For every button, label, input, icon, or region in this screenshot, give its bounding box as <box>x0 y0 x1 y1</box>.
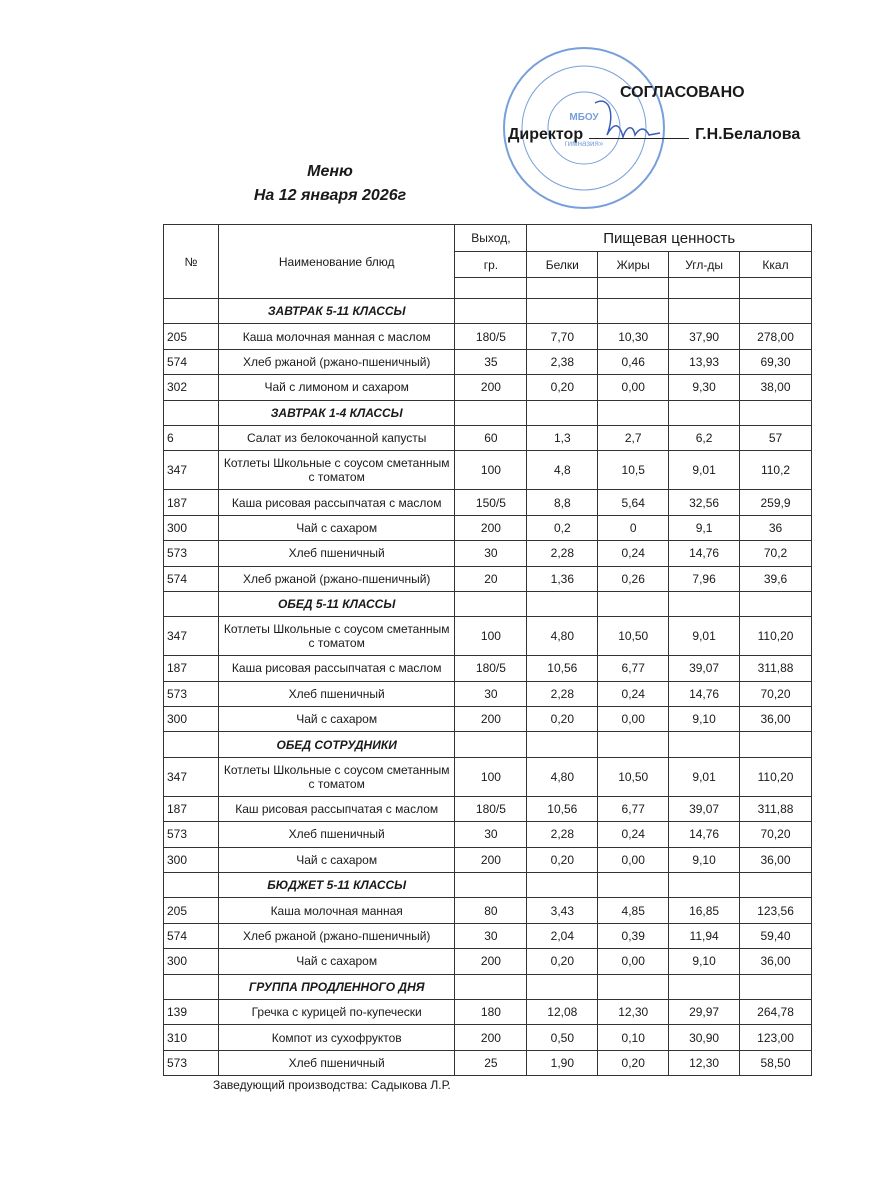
header-nutrition: Пищевая ценность <box>527 225 812 252</box>
cell-yield: 100 <box>455 757 527 796</box>
cell-num: 187 <box>164 490 219 515</box>
cell-num: 574 <box>164 923 219 948</box>
cell-kcal: 58,50 <box>740 1050 812 1075</box>
cell-name: Котлеты Школьные с соусом сметанным с томатом <box>218 451 455 490</box>
table-row <box>164 681 812 706</box>
table-row <box>164 822 812 847</box>
cell-yield: 35 <box>455 349 527 374</box>
cell-protein: 4,80 <box>527 617 598 656</box>
cell-yield: 200 <box>455 515 527 540</box>
cell-carbs: 14,76 <box>669 681 740 706</box>
cell-yield: 200 <box>455 375 527 400</box>
header-yield-unit: гр. <box>455 252 527 278</box>
cell-yield: 30 <box>455 822 527 847</box>
section-row <box>164 873 812 898</box>
table-row <box>164 324 812 349</box>
cell-num: 187 <box>164 796 219 821</box>
cell-kcal: 311,88 <box>740 796 812 821</box>
header-kcal: Ккал <box>740 252 812 278</box>
section-row <box>164 974 812 999</box>
cell-name: Котлеты Школьные с соусом сметанным с томатом <box>218 757 455 796</box>
cell-carbs: 6,2 <box>669 425 740 450</box>
cell-fat: 0 <box>598 515 669 540</box>
cell-protein: 2,28 <box>527 681 598 706</box>
cell-yield: 180/5 <box>455 656 527 681</box>
cell-name: Компот из сухофруктов <box>218 1025 455 1050</box>
cell-carbs: 9,1 <box>669 515 740 540</box>
table-row <box>164 656 812 681</box>
table-row <box>164 515 812 540</box>
cell-name: Чай с лимоном и сахаром <box>218 375 455 400</box>
table-row <box>164 349 812 374</box>
cell-kcal: 278,00 <box>740 324 812 349</box>
section-title: ГРУППА ПРОДЛЕННОГО ДНЯ <box>218 974 455 999</box>
cell-protein: 10,56 <box>527 656 598 681</box>
section-title: ОБЕД 5-11 КЛАССЫ <box>218 591 455 616</box>
cell-fat: 0,00 <box>598 949 669 974</box>
cell-num: 6 <box>164 425 219 450</box>
cell-fat: 0,00 <box>598 847 669 872</box>
cell-num: 347 <box>164 617 219 656</box>
cell-name: Хлеб пшеничный <box>218 1050 455 1075</box>
cell-num: 573 <box>164 541 219 566</box>
table-row <box>164 451 812 490</box>
cell-fat: 2,7 <box>598 425 669 450</box>
cell-name: Каша молочная манная с маслом <box>218 324 455 349</box>
cell-kcal: 38,00 <box>740 375 812 400</box>
cell-yield: 30 <box>455 681 527 706</box>
cell-protein: 2,38 <box>527 349 598 374</box>
cell-kcal: 69,30 <box>740 349 812 374</box>
svg-text:гимназия»: гимназия» <box>564 139 604 148</box>
table-row <box>164 949 812 974</box>
cell-carbs: 29,97 <box>669 999 740 1024</box>
cell-name: Хлеб ржаной (ржано-пшеничный) <box>218 923 455 948</box>
cell-num: 205 <box>164 898 219 923</box>
cell-name: Чай с сахаром <box>218 515 455 540</box>
cell-num: 205 <box>164 324 219 349</box>
cell-protein: 0,20 <box>527 375 598 400</box>
cell-fat: 6,77 <box>598 656 669 681</box>
table-row <box>164 707 812 732</box>
cell-carbs: 16,85 <box>669 898 740 923</box>
cell-fat: 0,24 <box>598 822 669 847</box>
cell-num: 574 <box>164 349 219 374</box>
section-row <box>164 299 812 324</box>
cell-protein: 8,8 <box>527 490 598 515</box>
cell-kcal: 110,2 <box>740 451 812 490</box>
section-title: ЗАВТРАК 5-11 КЛАССЫ <box>218 299 455 324</box>
director-position: Директор <box>508 126 584 143</box>
table-row <box>164 757 812 796</box>
header-num: № <box>164 225 219 299</box>
cell-num: 300 <box>164 847 219 872</box>
cell-yield: 100 <box>455 451 527 490</box>
cell-protein: 4,8 <box>527 451 598 490</box>
cell-name: Чай с сахаром <box>218 847 455 872</box>
cell-fat: 0,24 <box>598 681 669 706</box>
cell-fat: 0,46 <box>598 349 669 374</box>
table-row <box>164 847 812 872</box>
cell-protein: 1,90 <box>527 1050 598 1075</box>
cell-carbs: 9,10 <box>669 707 740 732</box>
menu-title: Меню <box>307 163 353 180</box>
cell-carbs: 7,96 <box>669 566 740 591</box>
table-row <box>164 1050 812 1075</box>
cell-fat: 0,39 <box>598 923 669 948</box>
cell-fat: 0,00 <box>598 707 669 732</box>
cell-protein: 2,28 <box>527 541 598 566</box>
cell-yield: 200 <box>455 949 527 974</box>
cell-protein: 3,43 <box>527 898 598 923</box>
cell-name: Гречка с курицей по-купечески <box>218 999 455 1024</box>
section-title: ОБЕД СОТРУДНИКИ <box>218 732 455 757</box>
cell-protein: 10,56 <box>527 796 598 821</box>
cell-fat: 4,85 <box>598 898 669 923</box>
director-name: Г.Н.Белалова <box>695 126 801 143</box>
cell-protein: 1,36 <box>527 566 598 591</box>
cell-yield: 200 <box>455 847 527 872</box>
section-title: ЗАВТРАК 1-4 КЛАССЫ <box>218 400 455 425</box>
table-row <box>164 898 812 923</box>
cell-protein: 4,80 <box>527 757 598 796</box>
cell-carbs: 39,07 <box>669 656 740 681</box>
cell-num: 310 <box>164 1025 219 1050</box>
cell-yield: 25 <box>455 1050 527 1075</box>
table-row <box>164 541 812 566</box>
signature-line <box>589 124 689 139</box>
cell-yield: 20 <box>455 566 527 591</box>
cell-kcal: 36,00 <box>740 847 812 872</box>
cell-yield: 180 <box>455 999 527 1024</box>
cell-fat: 10,5 <box>598 451 669 490</box>
cell-num: 573 <box>164 1050 219 1075</box>
header-yield: Выход, <box>455 225 527 252</box>
section-title: БЮДЖЕТ 5-11 КЛАССЫ <box>218 873 455 898</box>
cell-num: 573 <box>164 822 219 847</box>
approval-heading: СОГЛАСОВАНО <box>620 84 745 101</box>
cell-name: Салат из белокочанной капусты <box>218 425 455 450</box>
cell-carbs: 9,10 <box>669 949 740 974</box>
table-row <box>164 923 812 948</box>
cell-carbs: 39,07 <box>669 796 740 821</box>
cell-kcal: 36 <box>740 515 812 540</box>
cell-yield: 30 <box>455 541 527 566</box>
cell-yield: 30 <box>455 923 527 948</box>
cell-name: Хлеб ржаной (ржано-пшеничный) <box>218 566 455 591</box>
cell-kcal: 36,00 <box>740 707 812 732</box>
cell-protein: 2,28 <box>527 822 598 847</box>
cell-protein: 0,20 <box>527 707 598 732</box>
cell-kcal: 36,00 <box>740 949 812 974</box>
cell-fat: 10,50 <box>598 757 669 796</box>
cell-carbs: 9,30 <box>669 375 740 400</box>
cell-fat: 10,30 <box>598 324 669 349</box>
cell-num: 574 <box>164 566 219 591</box>
cell-num: 300 <box>164 515 219 540</box>
cell-kcal: 70,20 <box>740 681 812 706</box>
cell-num: 573 <box>164 681 219 706</box>
cell-kcal: 259,9 <box>740 490 812 515</box>
table-row <box>164 566 812 591</box>
cell-carbs: 9,01 <box>669 757 740 796</box>
cell-fat: 0,20 <box>598 1050 669 1075</box>
cell-kcal: 110,20 <box>740 617 812 656</box>
cell-name: Котлеты Школьные с соусом сметанным с томатом <box>218 617 455 656</box>
table-row <box>164 1025 812 1050</box>
cell-carbs: 14,76 <box>669 822 740 847</box>
header-fat: Жиры <box>598 252 669 278</box>
cell-fat: 0,10 <box>598 1025 669 1050</box>
cell-name: Каша рисовая рассыпчатая с маслом <box>218 490 455 515</box>
section-row <box>164 400 812 425</box>
cell-protein: 0,20 <box>527 949 598 974</box>
svg-text:МБОУ: МБОУ <box>569 112 599 123</box>
cell-kcal: 311,88 <box>740 656 812 681</box>
section-row <box>164 591 812 616</box>
cell-kcal: 264,78 <box>740 999 812 1024</box>
cell-name: Каш рисовая рассыпчатая с маслом <box>218 796 455 821</box>
cell-name: Хлеб пшеничный <box>218 681 455 706</box>
table-row <box>164 425 812 450</box>
cell-num: 187 <box>164 656 219 681</box>
cell-yield: 200 <box>455 707 527 732</box>
cell-fat: 0,26 <box>598 566 669 591</box>
cell-carbs: 11,94 <box>669 923 740 948</box>
cell-num: 302 <box>164 375 219 400</box>
cell-carbs: 37,90 <box>669 324 740 349</box>
cell-protein: 1,3 <box>527 425 598 450</box>
cell-yield: 100 <box>455 617 527 656</box>
menu-table <box>163 224 812 1076</box>
menu-date: На 12 января 2026г <box>253 187 407 204</box>
table-row <box>164 617 812 656</box>
section-row <box>164 732 812 757</box>
cell-name: Хлеб ржаной (ржано-пшеничный) <box>218 349 455 374</box>
table-row <box>164 490 812 515</box>
cell-yield: 150/5 <box>455 490 527 515</box>
cell-carbs: 9,10 <box>669 847 740 872</box>
cell-name: Чай с сахаром <box>218 949 455 974</box>
cell-num: 347 <box>164 451 219 490</box>
cell-carbs: 30,90 <box>669 1025 740 1050</box>
cell-kcal: 39,6 <box>740 566 812 591</box>
cell-protein: 12,08 <box>527 999 598 1024</box>
cell-fat: 5,64 <box>598 490 669 515</box>
cell-kcal: 123,00 <box>740 1025 812 1050</box>
cell-carbs: 32,56 <box>669 490 740 515</box>
cell-yield: 180/5 <box>455 324 527 349</box>
header-name: Наименование блюд <box>218 225 455 299</box>
table-row <box>164 375 812 400</box>
cell-num: 139 <box>164 999 219 1024</box>
cell-kcal: 123,56 <box>740 898 812 923</box>
cell-protein: 2,04 <box>527 923 598 948</box>
cell-protein: 0,20 <box>527 847 598 872</box>
cell-carbs: 9,01 <box>669 451 740 490</box>
cell-fat: 10,50 <box>598 617 669 656</box>
cell-protein: 7,70 <box>527 324 598 349</box>
cell-kcal: 59,40 <box>740 923 812 948</box>
cell-fat: 0,24 <box>598 541 669 566</box>
cell-carbs: 12,30 <box>669 1050 740 1075</box>
cell-kcal: 57 <box>740 425 812 450</box>
cell-protein: 0,50 <box>527 1025 598 1050</box>
cell-num: 300 <box>164 707 219 732</box>
cell-carbs: 13,93 <box>669 349 740 374</box>
cell-kcal: 70,2 <box>740 541 812 566</box>
production-manager: Заведующий производства: Садыкова Л.Р. <box>213 1078 451 1092</box>
cell-yield: 180/5 <box>455 796 527 821</box>
table-row <box>164 999 812 1024</box>
header-protein: Белки <box>527 252 598 278</box>
cell-carbs: 14,76 <box>669 541 740 566</box>
cell-name: Хлеб пшеничный <box>218 822 455 847</box>
director-line <box>508 124 800 144</box>
cell-kcal: 70,20 <box>740 822 812 847</box>
cell-yield: 80 <box>455 898 527 923</box>
table-row <box>164 796 812 821</box>
cell-protein: 0,2 <box>527 515 598 540</box>
cell-num: 347 <box>164 757 219 796</box>
cell-kcal: 110,20 <box>740 757 812 796</box>
cell-num: 300 <box>164 949 219 974</box>
cell-fat: 0,00 <box>598 375 669 400</box>
cell-name: Хлеб пшеничный <box>218 541 455 566</box>
cell-yield: 60 <box>455 425 527 450</box>
cell-fat: 12,30 <box>598 999 669 1024</box>
cell-yield: 200 <box>455 1025 527 1050</box>
cell-name: Чай с сахаром <box>218 707 455 732</box>
header-carbs: Угл-ды <box>669 252 740 278</box>
cell-name: Каша молочная манная <box>218 898 455 923</box>
cell-name: Каша рисовая рассыпчатая с маслом <box>218 656 455 681</box>
cell-carbs: 9,01 <box>669 617 740 656</box>
cell-fat: 6,77 <box>598 796 669 821</box>
